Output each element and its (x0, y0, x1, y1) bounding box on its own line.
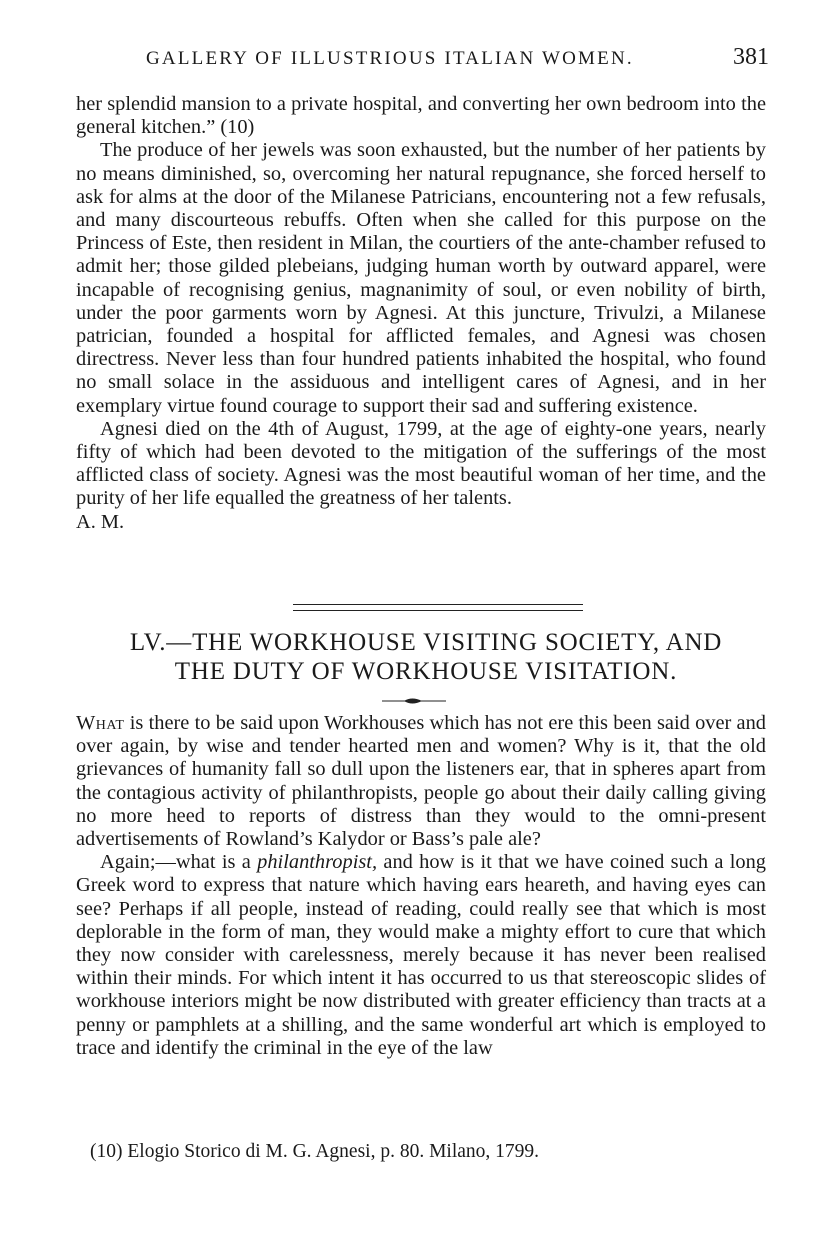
title-ornament-icon (382, 695, 446, 707)
italic-term: philanthropist, (257, 851, 378, 874)
article-title-line-1: LV.—THE WORKHOUSE VISITING SOCIETY, AND (129, 629, 723, 656)
page-number: 381 (733, 44, 769, 70)
paragraph-4 (76, 712, 766, 851)
paragraph-4-text: is there to be said upon Workhouses which has not ere this been said over and over again, by wise and tender hearted men and women? Why is it, that the old grievances of humanity fall so dull upon the listeners ear, that in spheres apart from the contagious activity of philanthropists, people go about their daily calling giving no more heed to reports of distress than they would to the omni-present advertisements of Rowland’s Kalydor or Bass’s pale ale? (76, 712, 766, 851)
author-signature: A. M. (76, 510, 125, 533)
article-title-line-2: THE DUTY OF WORKHOUSE VISITATION. (174, 658, 678, 685)
running-head (76, 44, 769, 78)
article-title (76, 628, 776, 686)
article-end-body (76, 93, 766, 533)
new-article-body (76, 712, 766, 1060)
paragraph-2: The produce of her jewels was soon exhausted, but the number of her patients by no means diminished, so, overcoming her natural repugnance, she forced herself to ask for alms at the door of the Milanese Patricians, encountering not a few refusals, and many discourteous rebuffs. Often when she called for this purpose on the Princess of Este, then resident in Milan, the courtiers of the ante-chamber refused to admit her; those gilded plebeians, judging human worth by outward apparel, were incapable of recognising genius, magnanimity of soul, or even nobility of birth, under the poor garments worn by Agnesi. At this juncture, Trivulzi, a Milanese patrician, founded a hospital for afflicted females, and Agnesi was chosen directress. Never less than four hundred patients inhabited the hospital, who found no small solace in the assiduous and intelligent cares of Agnesi, and in her exemplary virtue found courage to support their sad and suffering existence. (76, 139, 766, 417)
lead-word: What (76, 712, 125, 734)
footnote: (10) Elogio Storico di M. G. Agnesi, p. 80. Milano, 1799. (90, 1141, 540, 1162)
paragraph-5-text: and how is it that we have coined such a long Greek word to express that nature which having ears heareth, and having eyes can see? Perhaps if all people, instead of reading, could really see that which is most deplorable in the form of man, they would make a mighty effort to cure that which they now consider with carelessness, merely because it has never been realised within their minds. For which intent it has occurred to us that stereoscopic slides of workhouse interiors might be now distributed with greater efficiency than tracts at a penny or pamphlets at a shilling, and the same wonderful art which is employed to trace and identify the criminal in the eye of the law (76, 851, 767, 1059)
paragraph-5 (76, 851, 766, 1060)
section-divider-rule (293, 604, 583, 611)
paragraph-5-start: Again;—what is a (100, 851, 258, 874)
running-title: GALLERY OF ILLUSTRIOUS ITALIAN WOMEN. (146, 48, 634, 69)
paragraph-1: her splendid mansion to a private hospital, and converting her own bedroom into the general kitchen.” (10) (76, 93, 766, 139)
paragraph-3: Agnesi died on the 4th of August, 1799, at the age of eighty-one years, nearly fifty of which had been devoted to the mitigation of the sufferings of the most afflicted class of society. Agnesi was the most beautiful woman of her time, and the purity of her life equalled the greatness of her talents. (76, 417, 766, 510)
